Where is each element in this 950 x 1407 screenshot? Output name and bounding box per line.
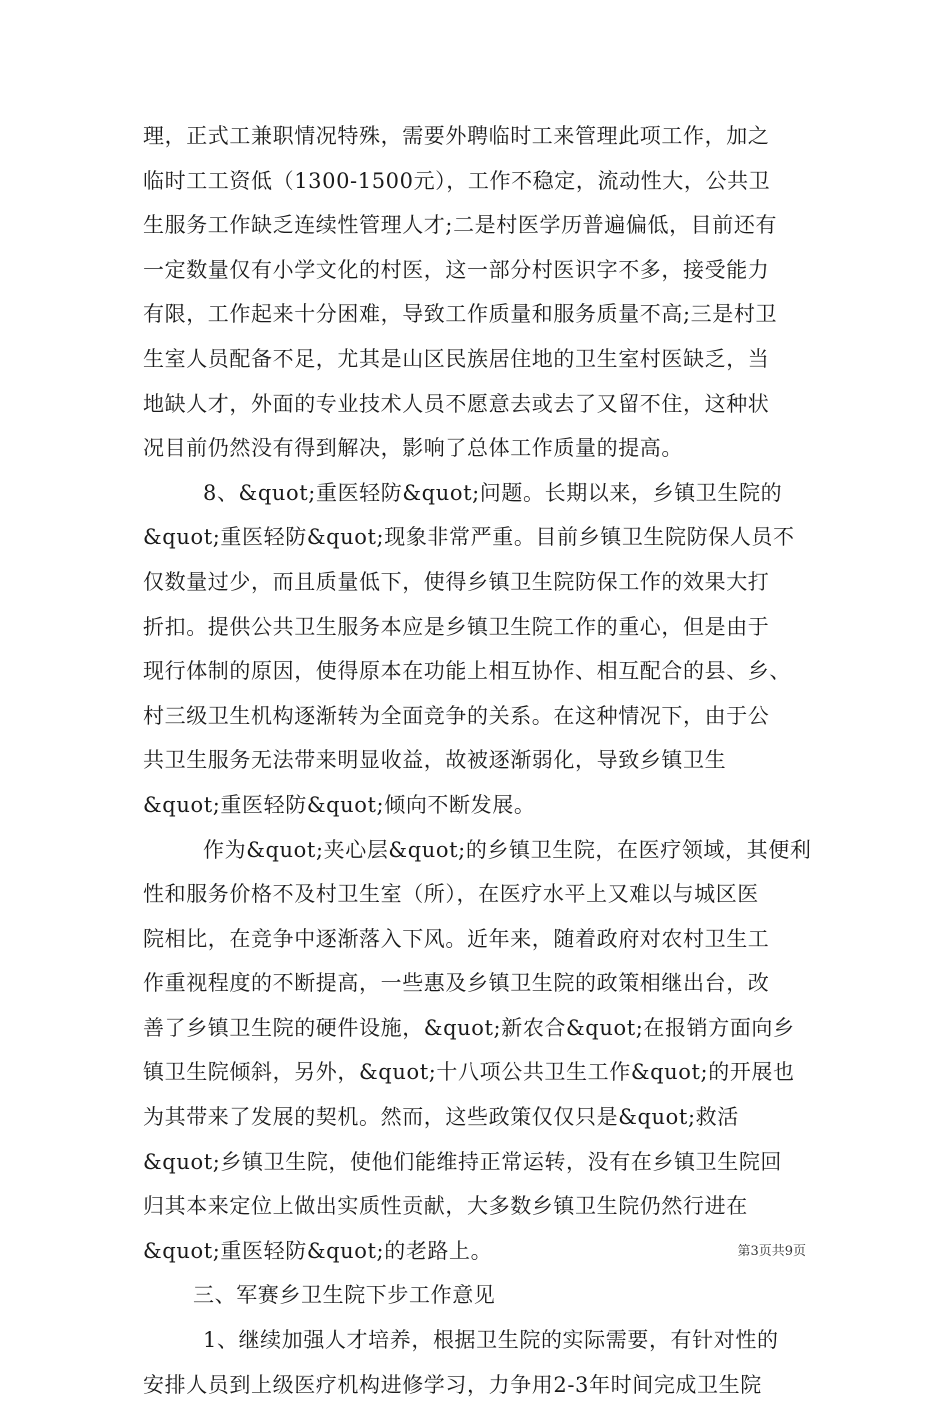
text-line: 况目前仍然没有得到解决，影响了总体工作质量的提高。: [143, 436, 683, 461]
text-line: 折扣。提供公共卫生服务本应是乡镇卫生院工作的重心，但是由于: [143, 614, 770, 639]
text-line: 有限，工作起来十分困难，导致工作质量和服务质量不高;三是村卫: [143, 302, 778, 327]
text-line: 作重视程度的不断提高，一些惠及乡镇卫生院的政策相继出台，改: [143, 971, 770, 996]
text-line: 为其带来了发展的契机。然而，这些政策仅仅只是&quot;救活: [143, 1105, 739, 1130]
paragraph-start-line: 作为&quot;夹心层&quot;的乡镇卫生院，在医疗领域，其便利: [203, 837, 812, 862]
text-line: 现行体制的原因，使得原本在功能上相互协作、相互配合的县、乡、: [143, 659, 791, 684]
text-line: 善了乡镇卫生院的硬件设施，&quot;新农合&quot;在报销方面向乡: [143, 1015, 795, 1040]
paragraph-start-line: 8、&quot;重医轻防&quot;问题。长期以来，乡镇卫生院的: [203, 480, 783, 505]
text-line: 生服务工作缺乏连续性管理人才;二是村医学历普遍偏低，目前还有: [143, 213, 778, 238]
text-line: 共卫生服务无法带来明显收益，故被逐渐弱化，导致乡镇卫生: [143, 748, 727, 773]
text-line: 安排人员到上级医疗机构进修学习，力争用2-3年时间完成卫生院: [143, 1372, 762, 1397]
body-text: [143, 114, 812, 1407]
page-number-footer: 第3页共9页: [737, 1244, 806, 1259]
text-line: 一定数量仅有小学文化的村医，这一部分村医识字不多，接受能力: [143, 257, 770, 282]
section-heading: 三、军赛乡卫生院下步工作意见: [193, 1283, 496, 1308]
text-line: &quot;重医轻防&quot;的老路上。: [143, 1238, 493, 1263]
text-line: 村三级卫生机构逐渐转为全面竞争的关系。在这种情况下，由于公: [143, 703, 770, 728]
text-line: &quot;乡镇卫生院，使他们能维持正常运转，没有在乡镇卫生院回: [143, 1149, 783, 1174]
text-line: 性和服务价格不及村卫生室（所），在医疗水平上又难以与城区医: [143, 882, 759, 907]
text-line: 仅数量过少，而且质量低下，使得乡镇卫生院防保工作的效果大打: [143, 569, 770, 594]
text-line: 理，正式工兼职情况特殊，需要外聘临时工来管理此项工作，加之: [143, 124, 770, 148]
text-line: 地缺人才，外面的专业技术人员不愿意去或去了又留不住，这种状: [143, 391, 770, 416]
text-line: 院相比，在竞争中逐渐落入下风。近年来，随着政府对农村卫生工: [143, 926, 770, 951]
text-line: &quot;重医轻防&quot;现象非常严重。目前乡镇卫生院防保人员不: [143, 525, 795, 550]
text-line: &quot;重医轻防&quot;倾向不断发展。: [143, 792, 536, 817]
text-line: 临时工工资低（1300-1500元），工作不稳定，流动性大，公共卫: [143, 168, 771, 193]
text-line: 归其本来定位上做出实质性贡献，大多数乡镇卫生院仍然行进在: [143, 1194, 748, 1219]
text-line: 生室人员配备不足，尤其是山区民族居住地的卫生室村医缺乏，当: [143, 346, 770, 371]
paragraph-start-line: 1、继续加强人才培养，根据卫生院的实际需要，有针对性的: [203, 1328, 779, 1353]
text-line: 镇卫生院倾斜，另外，&quot;十八项公共卫生工作&quot;的开展也: [143, 1060, 795, 1085]
